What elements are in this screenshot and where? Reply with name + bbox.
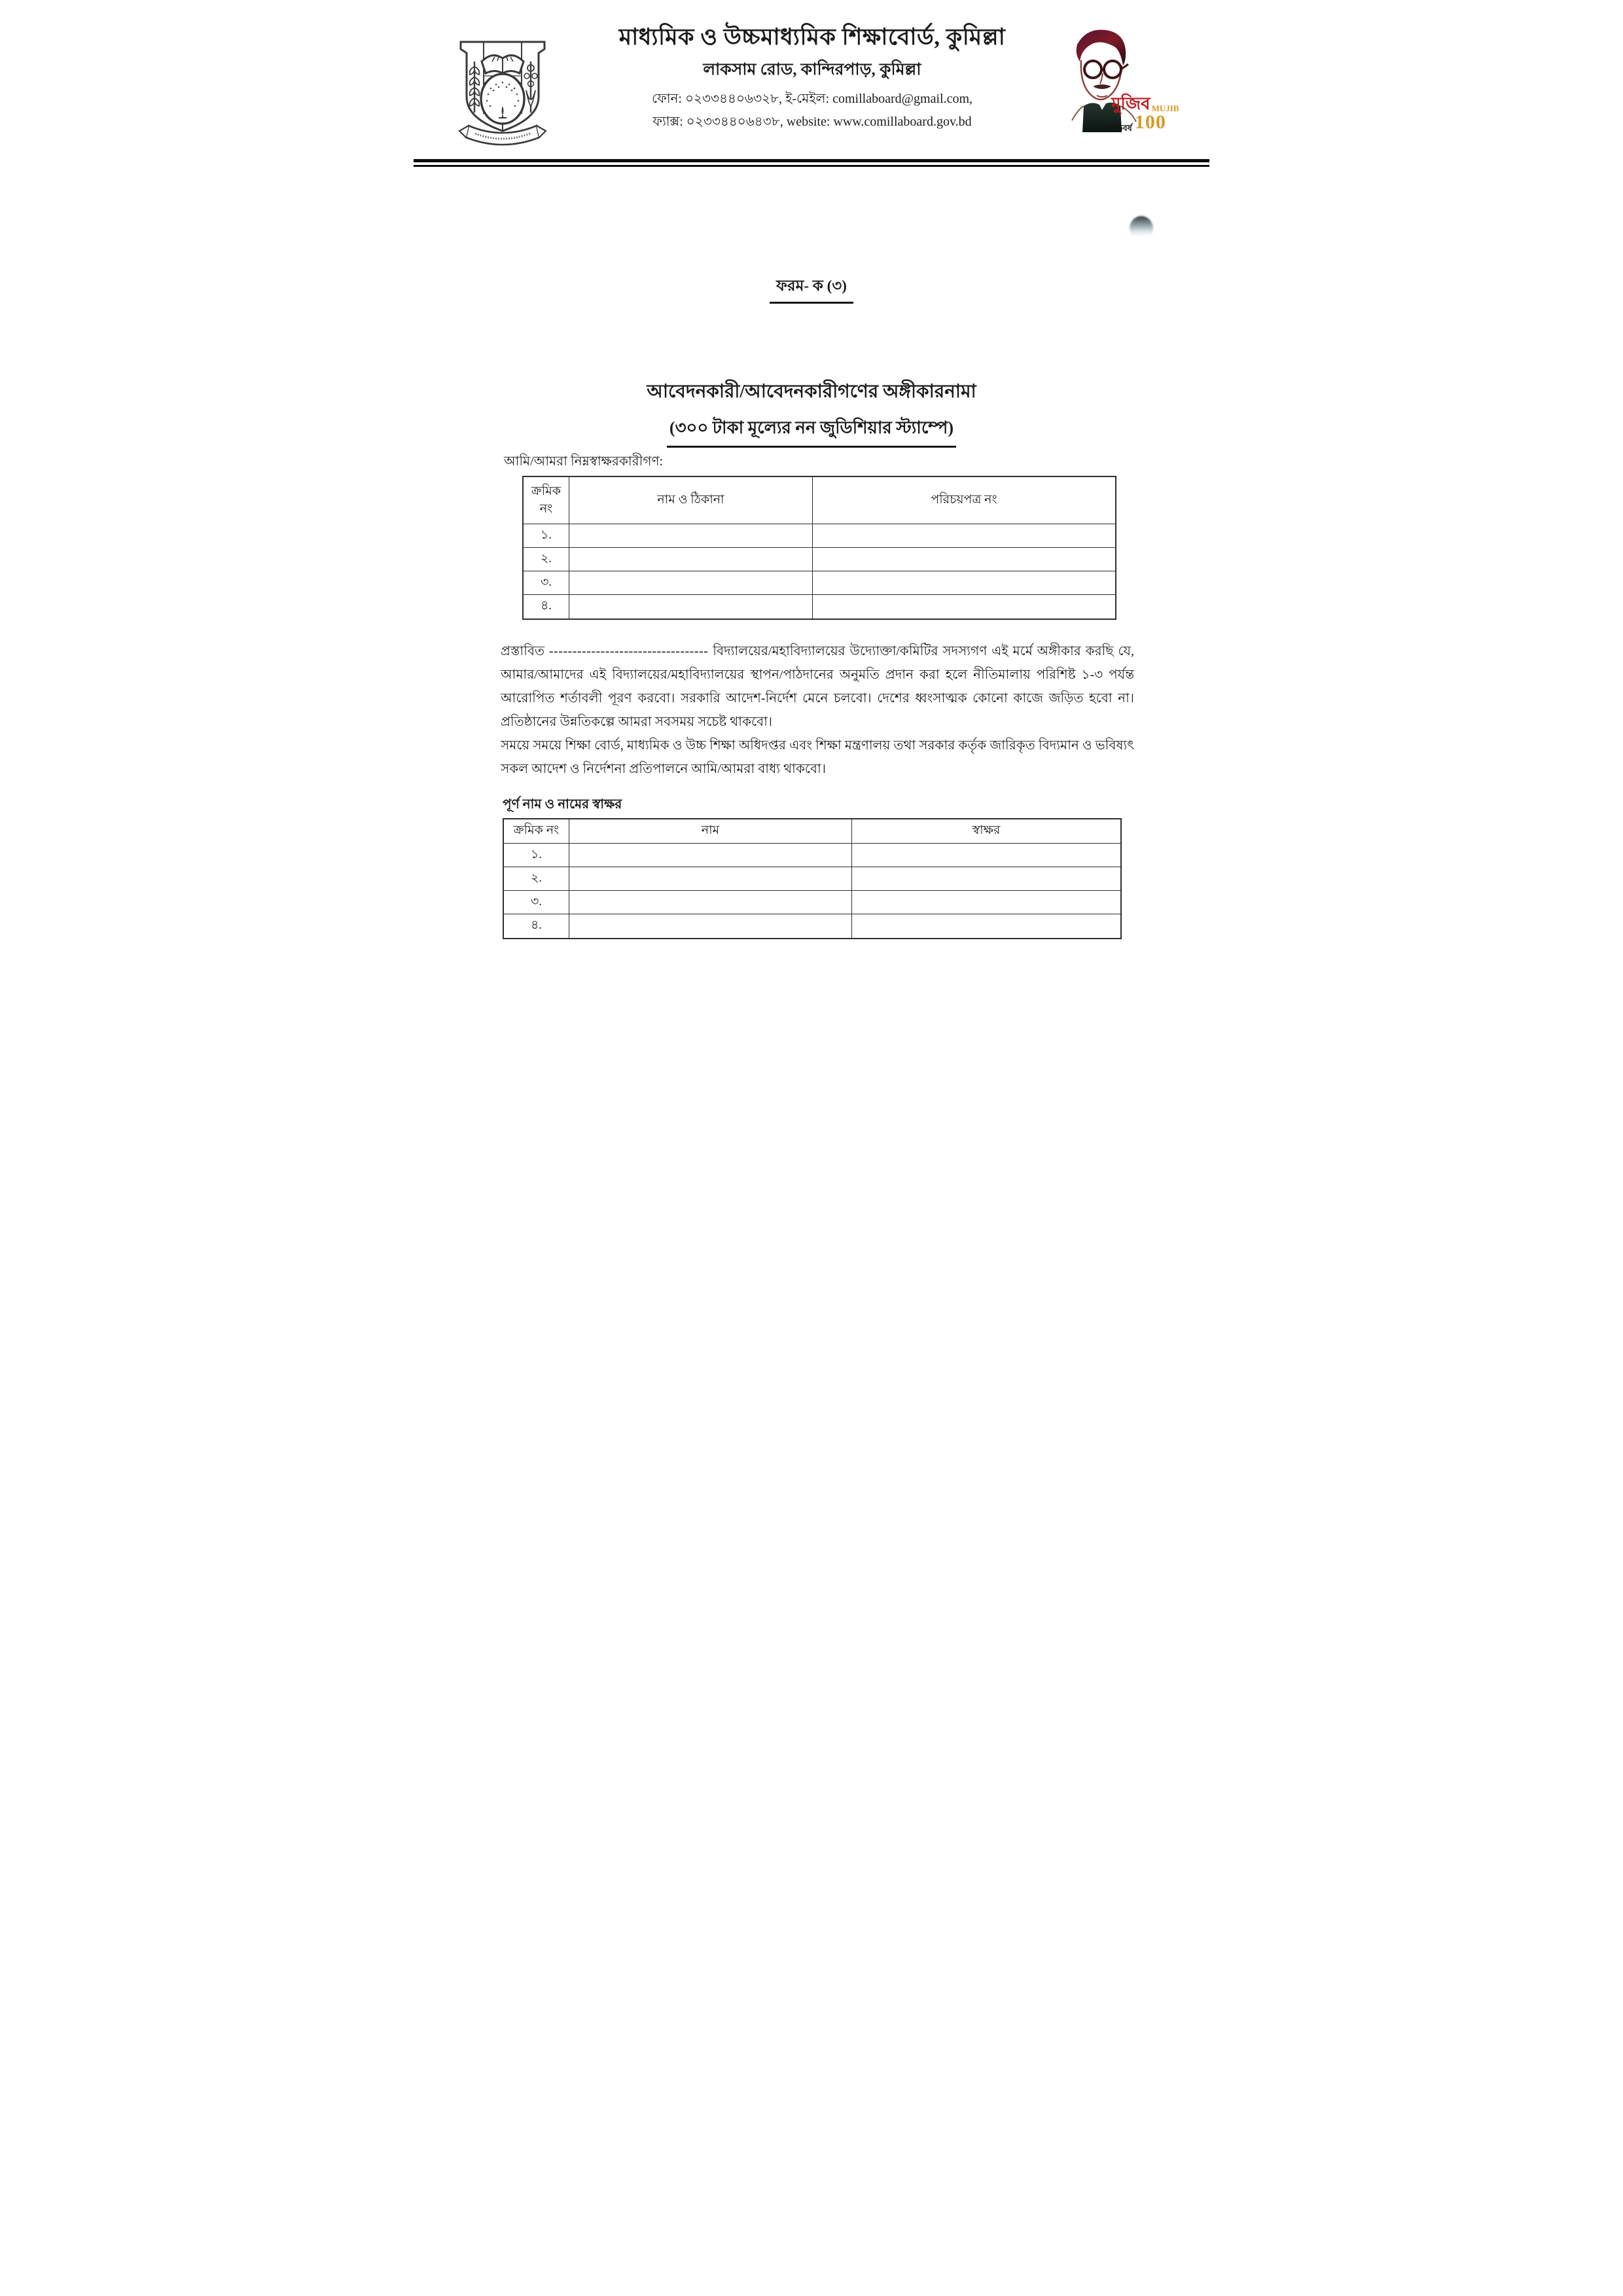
header-divider	[414, 159, 1209, 167]
mujib-logo-subtext: শতবর্ষ	[1111, 123, 1132, 133]
col-header-serial-no: ক্রমিক নং	[504, 819, 569, 844]
signature-cell-empty	[852, 914, 1120, 938]
declaration-paragraph-2: সময়ে সময়ে শিক্ষা বোর্ড, মাধ্যমিক ও উচ্চ শিক্ষা অধিদপ্তর এবং শিক্ষা মন্ত্রণালয় তথা সরকার কর্তৃক জারিকৃত বিদ্যমান ও ভবিষ্যৎ সকল আদেশ ও নির্দেশনা প্রতিপালনে আমি/আমরা বাধ্য থাকবো।	[501, 738, 1134, 776]
col-header-serial: ক্রমিক নং	[524, 477, 569, 524]
serial-cell: ১.	[524, 524, 569, 548]
name-address-cell-empty	[569, 571, 813, 595]
document-title-line2: (৩০০ টাকা মূল্যের নন জুডিশিয়ার স্ট্যাম্পে)	[667, 414, 956, 448]
id-no-cell-empty	[813, 524, 1115, 548]
board-fax-website: ফ্যাক্স: ০২৩৩৪৪০৬৪৩৮, website: www.comillaboard.gov.bd	[652, 115, 972, 129]
board-name: মাধ্যমিক ও উচ্চমাধ্যমিক শিক্ষাবোর্ড, কুমিল্লা	[618, 24, 1006, 50]
board-crest-logo	[453, 35, 552, 153]
signature-cell-empty	[852, 891, 1120, 914]
declaration-text	[501, 639, 1134, 781]
letterhead	[560, 24, 1064, 134]
id-no-cell-empty	[813, 548, 1115, 571]
signature-cell-empty	[852, 867, 1120, 891]
serial-cell: ২.	[504, 867, 569, 891]
name-cell-empty	[569, 844, 852, 867]
serial-cell: ১.	[504, 844, 569, 867]
serial-cell: ২.	[524, 548, 569, 571]
signature-section-heading: পূর্ণ নাম ও নামের স্বাক্ষর	[503, 795, 622, 819]
id-no-cell-empty	[813, 571, 1115, 595]
col-header-name-address: নাম ও ঠিকানা	[569, 477, 813, 524]
name-cell-empty	[569, 867, 852, 891]
name-address-cell-empty	[569, 548, 813, 571]
board-phone-email: ফোন: ০২৩৩৪৪০৬৩২৮, ই-মেইল: comillaboard@gmail.com,	[651, 92, 973, 106]
mujib-logo-latin: MUJIB	[1151, 103, 1179, 113]
mujib-logo-bangla: মুজিব	[1111, 94, 1150, 113]
form-code-text: ফরম- ক (৩)	[770, 274, 853, 304]
serial-cell: ৩.	[504, 891, 569, 914]
serial-cell: ৪.	[504, 914, 569, 938]
col-header-id-no: পরিচয়পত্র নং	[813, 477, 1115, 524]
signature-cell-empty	[852, 844, 1120, 867]
signatories-intro: আমি/আমরা নিম্নস্বাক্ষরকারীগণ:	[504, 454, 664, 469]
name-address-cell-empty	[569, 595, 813, 619]
declaration-paragraph-1: প্রস্তাবিত ---------------------------------- বিদ্যালয়ের/মহাবিদ্যালয়ের উদ্যোক্তা/কমিটির সদস্যগণ এই মর্মে অঙ্গীকার করছি যে, আমার/আমাদের এই বিদ্যালয়ের/মহাবিদ্যালয়ের স্থাপন/পাঠদানের অনুমতি প্রদান করা হলে নীতিমালায় পরিশিষ্ট ১-৩ পর্যন্ত আরোপিত শর্তাবলী পূরণ করবো। সরকারি আদেশ-নির্দেশ মেনে চলবো। দেশের ধ্বংসাত্মক কোনো কাজে জড়িত হবো না। প্রতিষ্ঠানের উন্নতিকল্পে আমরা সবসময় সচেষ্ট থাকবো।	[501, 644, 1135, 729]
document-title-line1: আবেদনকারী/আবেদনকারীগণের অঙ্গীকারনামা	[647, 382, 976, 402]
id-no-cell-empty	[813, 595, 1115, 619]
signature-table	[503, 818, 1122, 939]
col-header-name: নাম	[569, 819, 852, 844]
mujib-logo-number: 100	[1134, 111, 1166, 133]
serial-cell: ৩.	[524, 571, 569, 595]
mujib-logo-wordmark	[1111, 96, 1179, 132]
board-address: লাকসাম রোড, কান্দিরপাড়, কুমিল্লা	[703, 61, 921, 79]
board-crest-icon	[453, 35, 552, 153]
mujib-100-logo	[1052, 22, 1181, 143]
serial-cell: ৪.	[524, 595, 569, 619]
col-header-signature: স্বাক্ষর	[852, 819, 1120, 844]
blank-dashes: ----------------------------------	[548, 644, 709, 658]
form-code-heading	[406, 274, 1217, 304]
scanned-form-page	[406, 0, 1217, 1148]
signatories-table	[522, 476, 1116, 620]
name-cell-empty	[569, 891, 852, 914]
punch-hole-artifact	[1130, 216, 1153, 241]
document-title	[406, 377, 1217, 448]
name-address-cell-empty	[569, 524, 813, 548]
name-cell-empty	[569, 914, 852, 938]
